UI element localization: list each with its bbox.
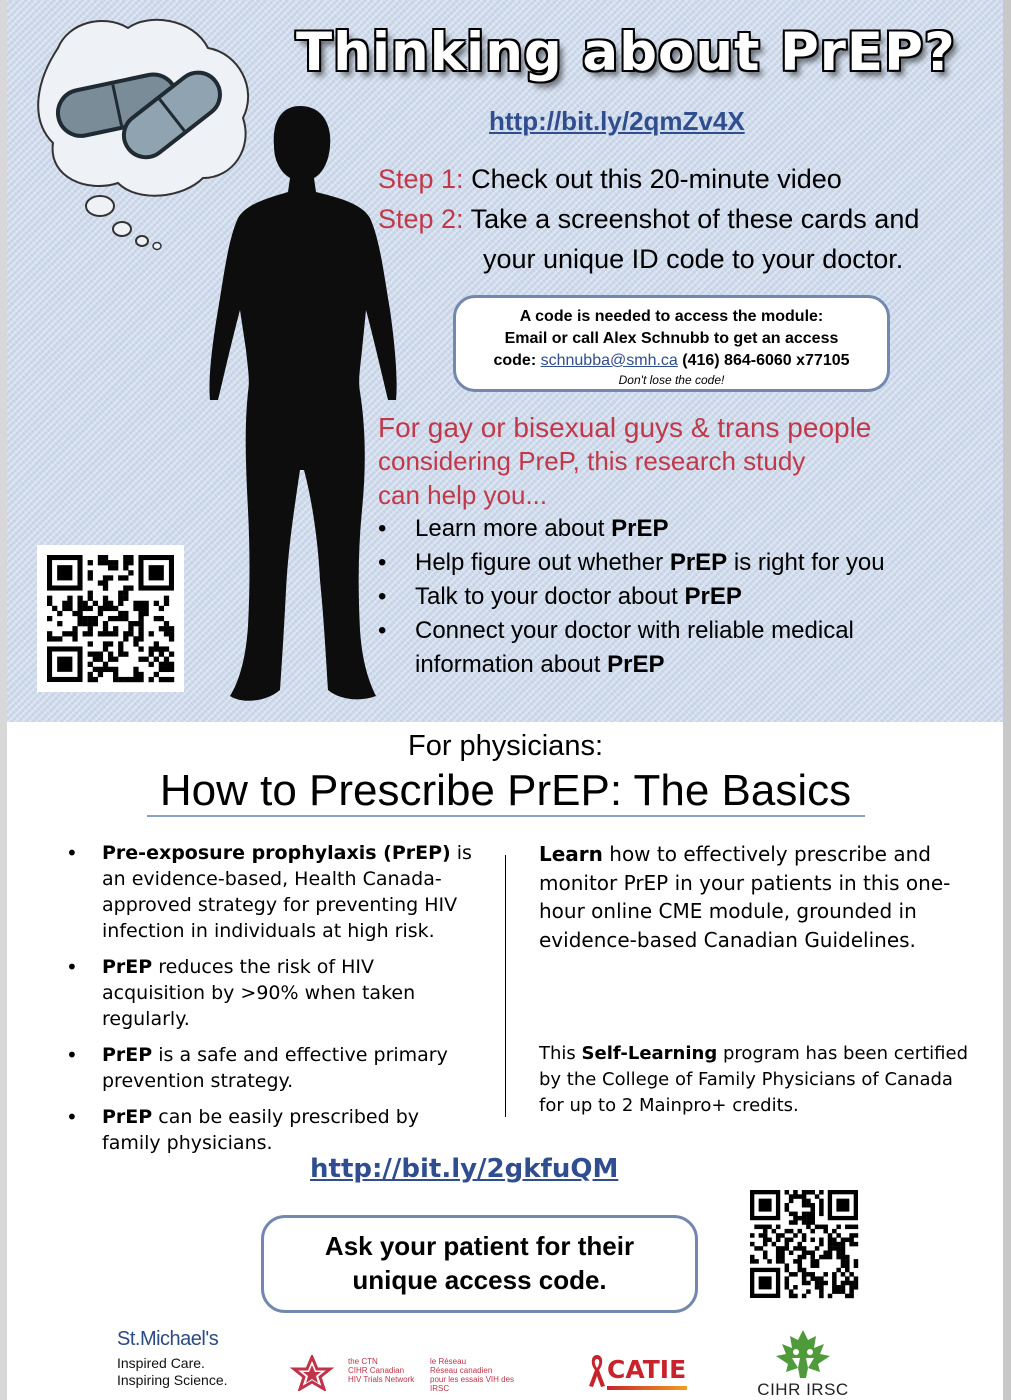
study-intro-line-3: can help you... <box>378 480 548 510</box>
study-intro <box>378 412 938 512</box>
smh-name: St.Michael's <box>117 1328 219 1350</box>
ask-line-1: Ask your patient for their <box>324 1231 635 1261</box>
title-underline <box>147 815 865 817</box>
catie-logo <box>587 1352 691 1390</box>
code-note: Don't lose the code! <box>618 373 725 387</box>
right-edge <box>1003 0 1011 1400</box>
step-2-text: Take a screenshot of these cards and <box>463 204 920 234</box>
qr-code-icon[interactable] <box>37 545 184 692</box>
physicians-heading: For physicians: <box>407 730 603 762</box>
list-item: • Connect your doctor with reliable medical information about PrEP <box>378 614 968 682</box>
step-2-continued: your unique ID code to your doctor. <box>483 244 904 274</box>
step-2 <box>378 204 919 235</box>
certification-paragraph: This Self-Learning program has been certified by the College of Family Physicians of Canada for up to 2 Mainpro+ credits. <box>539 1043 969 1116</box>
poster-title: Thinking about PrEP? <box>296 22 956 83</box>
ctn-text: the CTN CIHR Canadian HIV Trials Network <box>348 1357 415 1384</box>
left-edge <box>0 0 7 1400</box>
catie-bar <box>607 1386 687 1390</box>
ctn-logo <box>290 1355 530 1395</box>
ask-line-2: unique access code. <box>352 1265 607 1295</box>
code-prefix: code: <box>493 352 541 369</box>
list-item: • Pre-exposure prophylaxis (PrEP) is an evidence-based, Health Canada-approved strategy for preventing HIV infection in individuals at high risk. <box>62 840 482 944</box>
man-silhouette-icon <box>190 100 410 710</box>
code-box-line-3 <box>456 350 887 372</box>
prep-fact-list <box>62 840 482 1166</box>
step-1 <box>378 164 842 195</box>
learn-paragraph: Learn how to effectively prescribe and monitor PrEP in your patients in this one-hour online CME module, grounded in evidence-based Canadian Guidelines. <box>539 842 951 952</box>
reseau-text: le Réseau Réseau canadien pour les essais VIH des IRSC <box>430 1357 515 1393</box>
video-link[interactable]: http://bit.ly/2qmZv4X <box>489 106 745 136</box>
step-2-label: Step 2: <box>378 204 464 234</box>
code-box-line-1: A code is needed to access the module: <box>519 308 824 325</box>
email-link[interactable]: schnubba@smh.ca <box>540 352 678 369</box>
maple-leaf-figures-icon <box>748 1328 858 1380</box>
study-benefit-list <box>378 512 968 682</box>
smh-tagline: Inspired Care. Inspiring Science. <box>117 1355 228 1388</box>
cme-module-link[interactable]: http://bit.ly/2gkfuQM <box>310 1154 619 1184</box>
code-box-line-2: Email or call Alex Schnubb to get an access <box>504 330 839 347</box>
list-item: • Learn more about PrEP <box>378 512 968 546</box>
qr-code-icon[interactable] <box>737 1180 871 1308</box>
st-michaels-logo <box>117 1328 257 1396</box>
cihr-word: CIHR IRSC <box>757 1380 849 1399</box>
physicians-title: How to Prescribe PrEP: The Basics <box>159 766 852 815</box>
study-intro-line-2: considering PreP, this research study <box>378 446 806 476</box>
column-divider <box>505 855 506 1117</box>
list-item: • PrEP can be easily prescribed by family physicians. <box>62 1104 482 1156</box>
list-item: • PrEP is a safe and effective primary prevention strategy. <box>62 1042 482 1094</box>
list-item: • Help figure out whether PrEP is right for you <box>378 546 968 580</box>
catie-word: CATIE <box>607 1355 687 1384</box>
step-1-text: Check out this 20-minute video <box>463 164 842 194</box>
phone-number: (416) 864-6060 x77105 <box>677 352 850 369</box>
cihr-logo <box>748 1328 858 1398</box>
study-intro-line-1: For gay or bisexual guys & trans people <box>378 412 872 443</box>
access-code-box <box>453 295 890 392</box>
red-ribbon-icon <box>587 1352 607 1388</box>
list-item: • PrEP reduces the risk of HIV acquisition by >90% when taken regularly. <box>62 954 482 1032</box>
ctn-star-icon <box>290 1355 334 1391</box>
list-item: • Talk to your doctor about PrEP <box>378 580 968 614</box>
step-1-label: Step 1: <box>378 164 464 194</box>
ask-patient-box <box>261 1215 698 1313</box>
